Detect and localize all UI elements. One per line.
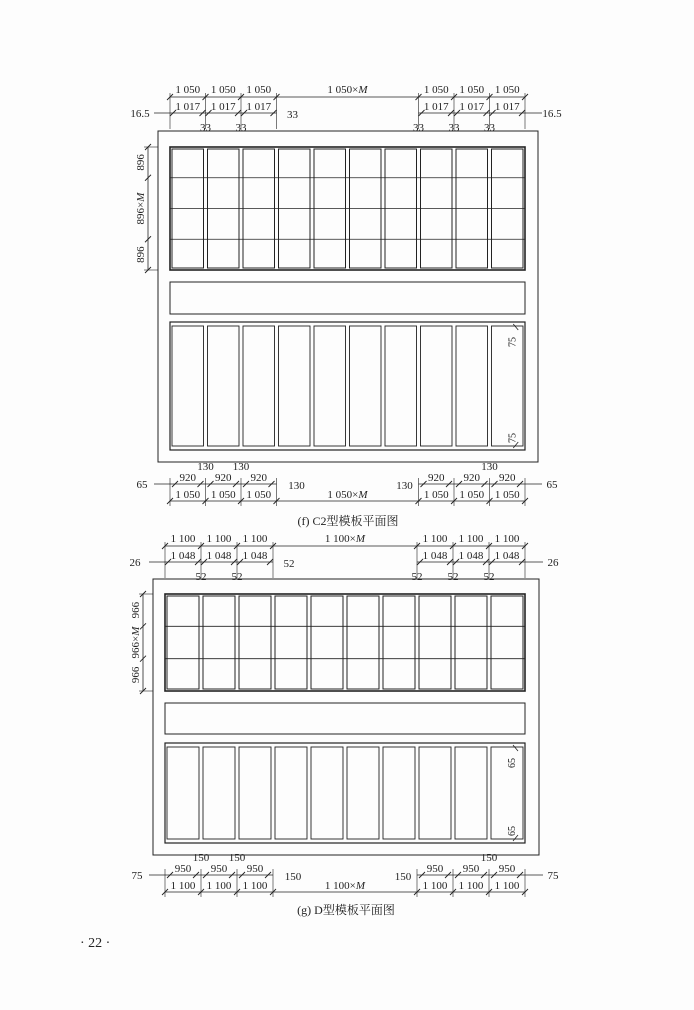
left-dim-label: 896 — [135, 154, 147, 171]
top-dim-label: 1 050 — [246, 84, 272, 96]
top-dim-label: 1 100 — [206, 533, 232, 545]
right-inner-dim: 65 — [507, 758, 518, 768]
bottom-panel-cell — [385, 326, 417, 446]
bottom-panel-cell — [456, 326, 488, 446]
top-sub-dim-label: 1 017 — [210, 101, 236, 113]
gap-dim-label: 52 — [483, 571, 495, 583]
bottom-upper-dim-label: 920 — [463, 472, 480, 484]
top-dim-label: 1 050×M — [327, 84, 368, 96]
bottom-upper-dim-label: 920 — [499, 472, 516, 484]
dim-arrow — [513, 745, 518, 751]
gap-dim-label: 33 — [484, 122, 495, 134]
bottom-gap-label: 150 — [480, 852, 498, 864]
gap-dim-label: 52 — [447, 571, 459, 583]
bottom-lower-dim-label: 1 050 — [494, 489, 520, 501]
left-dim-label: 966 — [130, 666, 142, 684]
top-dim-label: 1 050 — [423, 84, 449, 96]
grid-panel-cell — [383, 596, 415, 689]
top-sub-dim-label: 1 017 — [175, 101, 201, 113]
edge-left-dim: 16.5 — [130, 108, 150, 120]
bottom-panel-cell — [419, 747, 451, 839]
grid-panel-cell — [419, 596, 451, 689]
right-inner-dim: 75 — [507, 433, 519, 443]
bottom-gap-label: 130 — [288, 480, 305, 492]
bottom-lower-dim-label: 1 100 — [206, 880, 232, 892]
dim-arrow — [513, 324, 518, 330]
top-sub-dim-label: 1 048 — [170, 550, 196, 562]
bottom-lower-dim-label: 1 050 — [459, 489, 485, 501]
bottom-edge-left: 65 — [136, 479, 148, 491]
bottom-panel-cell — [279, 326, 311, 446]
bottom-panel-cell — [314, 326, 346, 446]
top-sub-dim-label: 1 017 — [494, 101, 520, 113]
bottom-upper-dim-label: 950 — [174, 863, 192, 875]
bottom-gap-label: 130 — [481, 461, 498, 473]
bottom-panel-cell — [275, 747, 307, 839]
top-dim-label: 1 050 — [210, 84, 236, 96]
bottom-upper-dim-label: 950 — [426, 863, 444, 875]
gap-dim-label: 33 — [200, 122, 211, 134]
edge-right-dim: 16.5 — [542, 108, 562, 120]
middle-strip — [170, 282, 525, 314]
top-dim-label: 1 100 — [170, 533, 196, 545]
grid-panel-outline — [165, 594, 525, 691]
grid-panel-cell — [275, 596, 307, 689]
bottom-gap-label: 150 — [192, 852, 210, 864]
bottom-panel-cell — [243, 326, 275, 446]
bottom-edge-right: 65 — [546, 479, 558, 491]
formwork-outline — [153, 579, 539, 855]
top-sub-dim-label: 1 048 — [422, 550, 448, 562]
bottom-gap-label: 130 — [232, 461, 250, 473]
bottom-panel-cell — [311, 747, 343, 839]
top-dim-label: 1 050 — [459, 84, 485, 96]
top-sub-dim-label: 1 017 — [246, 101, 272, 113]
edge-left-dim: 26 — [129, 557, 141, 569]
top-sub-dim-label: 1 048 — [494, 550, 520, 562]
top-dim-label: 1 100 — [422, 533, 448, 545]
bottom-panel-cell — [208, 326, 240, 446]
formwork-outline — [158, 131, 538, 462]
grid-panel-cell — [203, 596, 235, 689]
gap-dim-label: 33 — [235, 122, 247, 134]
bottom-edge-right: 75 — [547, 870, 559, 882]
grid-panel-cell — [455, 596, 487, 689]
left-dim-label: 896 — [135, 246, 147, 263]
bottom-lower-dim-label: 1 100 — [242, 880, 268, 892]
bottom-lower-dim-label: 1 050 — [175, 489, 201, 501]
bottom-panel-cell — [239, 747, 271, 839]
grid-panel-cell — [491, 596, 523, 689]
bottom-upper-dim-label: 950 — [462, 863, 480, 875]
gap-dim-label: 33 — [448, 122, 460, 134]
left-dim-label: 966×M — [130, 626, 142, 659]
grid-panel-cell — [239, 596, 271, 689]
bottom-panel-cell — [350, 326, 382, 446]
figure-caption: (g) D型模板平面图 — [297, 903, 395, 917]
top-dim-label: 1 100×M — [324, 533, 366, 545]
left-dim-label: 966 — [130, 601, 142, 619]
top-dim-label: 1 050 — [175, 84, 201, 96]
top-dim-label: 1 100 — [242, 533, 268, 545]
bottom-upper-dim-label: 920 — [179, 472, 196, 484]
figure-caption: (f) C2型模板平面图 — [297, 514, 399, 528]
grid-panel-cell — [311, 596, 343, 689]
bottom-upper-dim-label: 950 — [498, 863, 516, 875]
gap-dim-label: 52 — [195, 571, 207, 583]
gap-dim-label: 33 — [413, 122, 424, 134]
bottom-upper-dim-label: 920 — [215, 472, 232, 484]
bottom-panel-cell — [203, 747, 235, 839]
bottom-gap-label: 150 — [394, 871, 412, 883]
top-dim-label: 1 100 — [494, 533, 520, 545]
top-sub-dim-label: 1 048 — [458, 550, 484, 562]
bottom-gap-label: 130 — [396, 480, 413, 492]
bottom-upper-dim-label: 920 — [250, 472, 267, 484]
top-sub-dim-label: 1 017 — [459, 101, 485, 113]
right-inner-dim: 75 — [507, 337, 519, 347]
right-inner-dim: 65 — [507, 826, 518, 836]
gap-dim-label: 52 — [231, 571, 243, 583]
gap-dim-label: 52 — [283, 558, 295, 570]
bottom-upper-dim-label: 950 — [210, 863, 228, 875]
bottom-lower-dim-label: 1 050×M — [327, 489, 368, 501]
left-dim-label: 896×M — [135, 192, 147, 225]
bottom-panel-cell — [167, 747, 199, 839]
bottom-lower-dim-label: 1 050 — [423, 489, 449, 501]
top-sub-dim-label: 1 048 — [242, 550, 268, 562]
bottom-panel-outline — [165, 743, 525, 843]
grid-panel-cell — [167, 596, 199, 689]
bottom-lower-dim-label: 1 100 — [170, 880, 196, 892]
top-dim-label: 1 050 — [494, 84, 520, 96]
bottom-gap-label: 150 — [284, 871, 302, 883]
middle-strip — [165, 703, 525, 734]
bottom-upper-dim-label: 950 — [246, 863, 264, 875]
page-number: · 22 · — [80, 936, 111, 951]
bottom-lower-dim-label: 1 050 — [210, 489, 236, 501]
bottom-panel-cell — [455, 747, 487, 839]
bottom-lower-dim-label: 1 100×M — [324, 880, 366, 892]
top-sub-dim-label: 1 017 — [423, 101, 449, 113]
bottom-upper-dim-label: 920 — [428, 472, 445, 484]
grid-panel-cell — [347, 596, 379, 689]
bottom-panel-outline — [170, 322, 525, 450]
bottom-edge-left: 75 — [131, 870, 143, 882]
bottom-gap-label: 130 — [197, 461, 214, 473]
bottom-lower-dim-label: 1 100 — [494, 880, 520, 892]
bottom-panel-cell — [383, 747, 415, 839]
bottom-lower-dim-label: 1 100 — [422, 880, 448, 892]
bottom-lower-dim-label: 1 100 — [458, 880, 484, 892]
bottom-panel-cell — [172, 326, 204, 446]
edge-right-dim: 26 — [547, 557, 559, 569]
top-dim-label: 1 100 — [458, 533, 484, 545]
gap-dim-label: 33 — [287, 109, 298, 121]
bottom-panel-cell — [347, 747, 379, 839]
gap-dim-label: 52 — [411, 571, 423, 583]
bottom-lower-dim-label: 1 050 — [246, 489, 272, 501]
top-sub-dim-label: 1 048 — [206, 550, 232, 562]
bottom-gap-label: 150 — [228, 852, 246, 864]
bottom-panel-cell — [421, 326, 453, 446]
